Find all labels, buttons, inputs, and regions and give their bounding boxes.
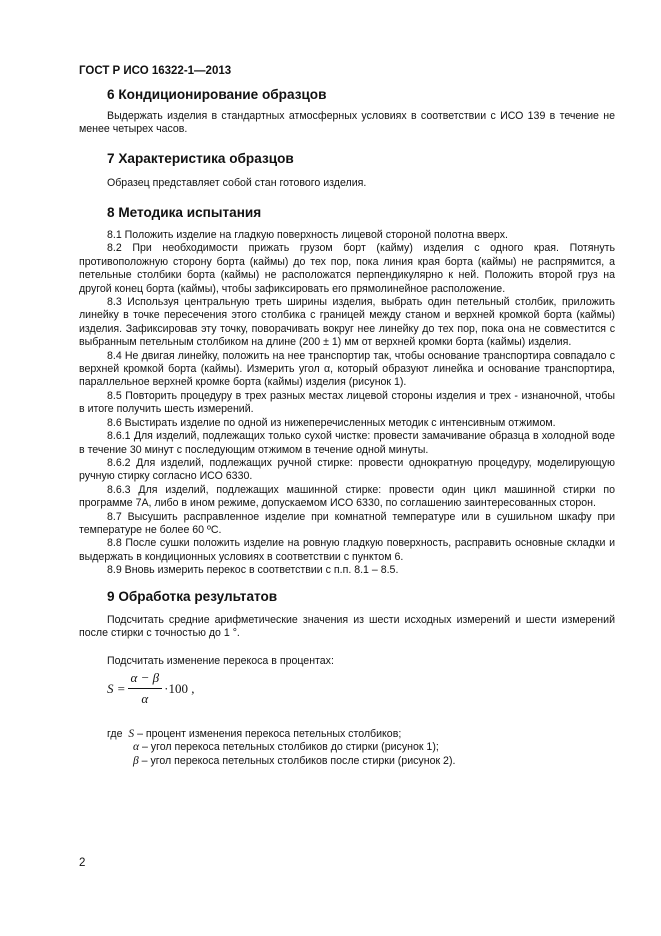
page-number: 2: [79, 857, 86, 869]
paragraph-8-3: 8.3 Используя центральную треть ширины изделия, выбрать один петельный столбик, приложить линейку в точке пересечения этого столбика с границей между станом и верхней кромкой борта (каймы) изделия. Зафиксировав эту точку, поворачивать вокруг нее линейку до тех пор, пока она не совместится с выбранным петельным столбиком на длине (200 ± 1) мм от верхней кромки борта (каймы) изделия.: [79, 296, 615, 349]
definition-row: [107, 755, 455, 768]
document-header: ГОСТ Р ИСО 16322-1—2013: [79, 65, 232, 77]
section-7-text: Образец представляет собой стан готового изделия.: [107, 177, 367, 189]
definition-where: где: [107, 728, 123, 740]
definition-symbol: S: [128, 728, 135, 740]
paragraph-8-6-3: 8.6.3 Для изделий, подлежащих машинной стирке: провести один цикл машинной стирки по программе 7А, либо в ином режиме, допускаемом ИСО 6330, по соглашению заинтересованных сторон.: [79, 483, 615, 510]
section-6-title: 6 Кондиционирование образцов: [107, 87, 327, 102]
section-9-body-2: [79, 655, 615, 668]
section-7: [79, 151, 615, 166]
section-7-body: [79, 177, 615, 190]
section-6-body: [79, 110, 615, 137]
paragraph-8-1: 8.1 Положить изделие на гладкую поверхность лицевой стороной полотна вверх.: [107, 229, 508, 241]
paragraph-8-2: 8.2 При необходимости прижать грузом борт (кайму) изделия с одного края. Потянуть противоположную сторону борта (каймы) до тех пор, пока линия края борта (каймы) не распрямится, а петельные столбики борта (каймы) не расположатся перпендикулярно к ней. Положить второй груз на другой конец борта (каймы), чтобы зафиксировать его прямолинейное расположение.: [79, 242, 615, 295]
formula-lhs: S =: [107, 680, 126, 696]
formula-numerator: α − β: [128, 670, 163, 689]
section-9-title: 9 Обработка результатов: [107, 589, 278, 604]
formula-denominator: α: [141, 691, 149, 706]
section-8: [79, 205, 615, 220]
section-9-text-1: Подсчитать средние арифметические значения из шести исходных измерений и шести измерений после стирки с точностью до 1 °.: [79, 614, 615, 640]
definition-text: – угол перекоса петельных столбиков после стирки (рисунок 2).: [141, 754, 456, 767]
section-6: [79, 87, 615, 102]
definition-symbol: β: [132, 754, 139, 767]
formula-rhs: ·100 ,: [164, 680, 195, 696]
section-7-title: 7 Характеристика образцов: [107, 151, 294, 166]
paragraph-8-9: 8.9 Вновь измерить перекос в соответствии с п.п. 8.1 – 8.5.: [107, 564, 399, 577]
formula-definitions: [107, 728, 455, 768]
paragraph-8-8: 8.8 После сушки положить изделие на ровную гладкую поверхность, расправить основные складки и выдержать в кондиционных условиях в соответствии с пунктом 6.: [79, 537, 615, 563]
paragraph-8-6: 8.6 Выстирать изделие по одной из нижеперечисленных методик с интенсивным отжимом.: [107, 416, 556, 429]
definition-text: – процент изменения перекоса петельных столбиков;: [137, 728, 402, 740]
section-6-text: Выдержать изделия в стандартных атмосферных условиях в соответствии с ИСО 139 в течение не менее четырех часов.: [79, 110, 615, 136]
paragraph-8-5: 8.5 Повторить процедуру в трех разных местах лицевой стороны изделия и трех - изнаночной, чтобы в итоге получить шесть измерений.: [79, 389, 615, 416]
section-8-title: 8 Методика испытания: [107, 205, 262, 220]
paragraph-8-4: 8.4 Не двигая линейку, положить на нее транспортир так, чтобы основание транспортира совпадало с верхней кромкой борта (каймы). Измерить угол α, который образуют линейка и основание транспортира, параллельное верхней кромке борта (каймы) изделия (рисунок 1).: [79, 349, 615, 389]
definition-symbol: α: [132, 741, 139, 754]
paragraph-8-7: 8.7 Высушить расправленное изделие при комнатной температуре или в сушильном шкафу при температуре не более 60 ºС.: [79, 510, 615, 536]
section-9-body: [79, 614, 615, 641]
formula-fraction: [128, 670, 163, 707]
paragraph-8-6-2: 8.6.2 Для изделий, подлежащих ручной стирке: провести однократную процедуру, моделирующую ручную стирку согласно ИСО 6330.: [79, 456, 615, 483]
definition-row: [107, 741, 455, 754]
definition-text: – угол перекоса петельных столбиков до стирки (рисунок 1);: [141, 741, 439, 754]
section-9: [79, 589, 615, 604]
section-9-text-2: Подсчитать изменение перекоса в процентах:: [107, 655, 334, 667]
skew-change-formula: [107, 670, 194, 707]
section-8-body: [79, 229, 615, 578]
definition-row: [107, 728, 455, 741]
paragraph-8-6-1: 8.6.1 Для изделий, подлежащих только сухой чистке: провести замачивание образца в холодной воде в течение 30 минут с последующим отжимом в течение одной минуты.: [79, 430, 615, 456]
